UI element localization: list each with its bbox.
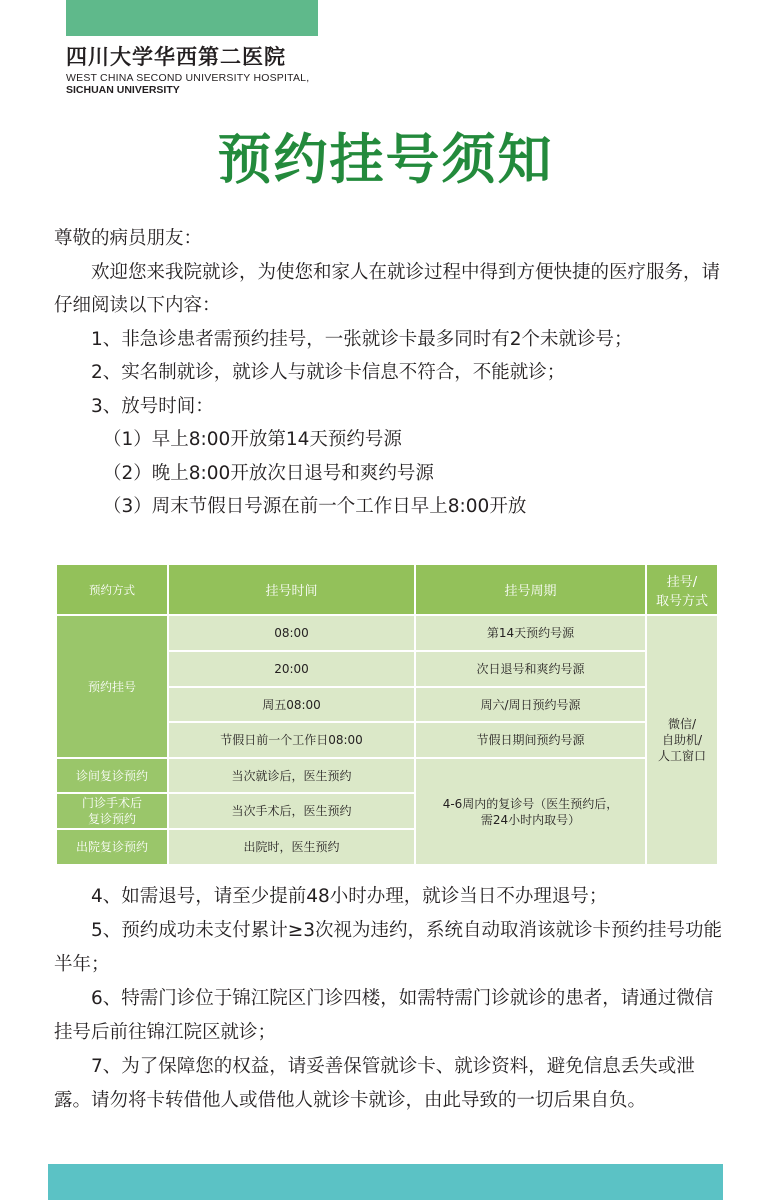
category-reservation: 预约挂号 — [56, 615, 168, 758]
logo-name-en-line2: SICHUAN UNIVERSITY — [66, 84, 180, 96]
category-surgery-followup — [56, 793, 168, 829]
hospital-logo — [66, 44, 309, 96]
notice-item-3: 3、放号时间： — [91, 395, 214, 417]
notice-item-1: 1、非急诊患者需预约挂号，一张就诊卡最多同时有2个未就诊号； — [91, 328, 633, 350]
release-time-3: （3）周末节假日号源在前一个工作日早上8:00开放 — [103, 496, 527, 517]
followup-cycle-line1: 4-6周内的复诊号（医生预约后， — [442, 796, 619, 811]
header-pickup-line1: 挂号/ — [666, 574, 698, 590]
row-cycle: 周六/周日预约号源 — [415, 687, 646, 722]
row-time: 周五08:00 — [168, 687, 415, 722]
row-time: 出院时，医生预约 — [168, 829, 415, 865]
followup-cycle — [415, 758, 646, 865]
category-discharge-followup: 出院复诊预约 — [56, 829, 168, 865]
pickup-line1: 微信/ — [667, 717, 697, 731]
schedule-table — [55, 563, 719, 866]
category-surgery-line2: 复诊预约 — [87, 812, 136, 826]
notice-item-7: 7、为了保障您的权益，请妥善保管就诊卡、就诊资料，避免信息丢失或泄露。请勿将卡转借他人或借他人就诊卡就诊，由此导致的一切后果自负。 — [54, 1056, 695, 1111]
category-clinic-followup: 诊间复诊预约 — [56, 758, 168, 793]
row-cycle: 节假日期间预约号源 — [415, 722, 646, 758]
row-time: 08:00 — [168, 615, 415, 651]
table-row — [56, 615, 718, 651]
logo-name-en-line1: WEST CHINA SECOND UNIVERSITY HOSPITAL, — [66, 72, 310, 84]
notice-body-bottom — [54, 880, 724, 1118]
row-cycle: 次日退号和爽约号源 — [415, 651, 646, 687]
welcome-paragraph: 欢迎您来我院就诊，为使您和家人在就诊过程中得到方便快捷的医疗服务，请仔细阅读以下内容： — [54, 261, 721, 316]
row-time: 20:00 — [168, 651, 415, 687]
row-cycle: 第14天预约号源 — [415, 615, 646, 651]
followup-cycle-line2: 需24小时内取号） — [480, 812, 581, 827]
pickup-line3: 人工窗口 — [657, 749, 706, 763]
row-time: 节假日前一个工作日08:00 — [168, 722, 415, 758]
category-surgery-line1: 门诊手术后 — [81, 796, 142, 810]
release-time-2: （2）晚上8:00开放次日退号和爽约号源 — [103, 462, 434, 484]
notice-item-2: 2、实名制就诊，就诊人与就诊卡信息不符合，不能就诊； — [91, 362, 566, 383]
pickup-methods — [646, 615, 718, 865]
header-method: 预约方式 — [56, 564, 168, 615]
pickup-line2: 自助机/ — [661, 733, 703, 747]
table-row — [56, 758, 718, 793]
greeting: 尊敬的病员朋友： — [54, 228, 203, 249]
header-pickup — [646, 564, 718, 615]
top-decorative-bar — [66, 0, 318, 36]
header-cycle: 挂号周期 — [415, 564, 646, 615]
bottom-decorative-bar — [48, 1164, 723, 1200]
notice-body-top — [54, 222, 724, 524]
notice-item-5: 5、预约成功未支付累计≥3次视为违约，系统自动取消该就诊卡预约挂号功能半年； — [54, 920, 723, 975]
row-time: 当次就诊后，医生预约 — [168, 758, 415, 793]
logo-name-cn: 四川大学华西第二医院 — [66, 45, 286, 69]
release-time-1: （1）早上8:00开放第14天预约号源 — [103, 429, 402, 450]
page-title: 预约挂号须知 — [217, 128, 554, 191]
header-pickup-line2: 取号方式 — [655, 593, 708, 609]
header-time: 挂号时间 — [168, 564, 415, 615]
notice-item-4: 4、如需退号，请至少提前48小时办理，就诊当日不办理退号； — [91, 886, 608, 907]
row-time: 当次手术后，医生预约 — [168, 793, 415, 829]
notice-item-6: 6、特需门诊位于锦江院区门诊四楼，如需特需门诊就诊的患者，请通过微信挂号后前往锦江院区就诊； — [54, 988, 714, 1043]
table-header-row — [56, 564, 718, 615]
